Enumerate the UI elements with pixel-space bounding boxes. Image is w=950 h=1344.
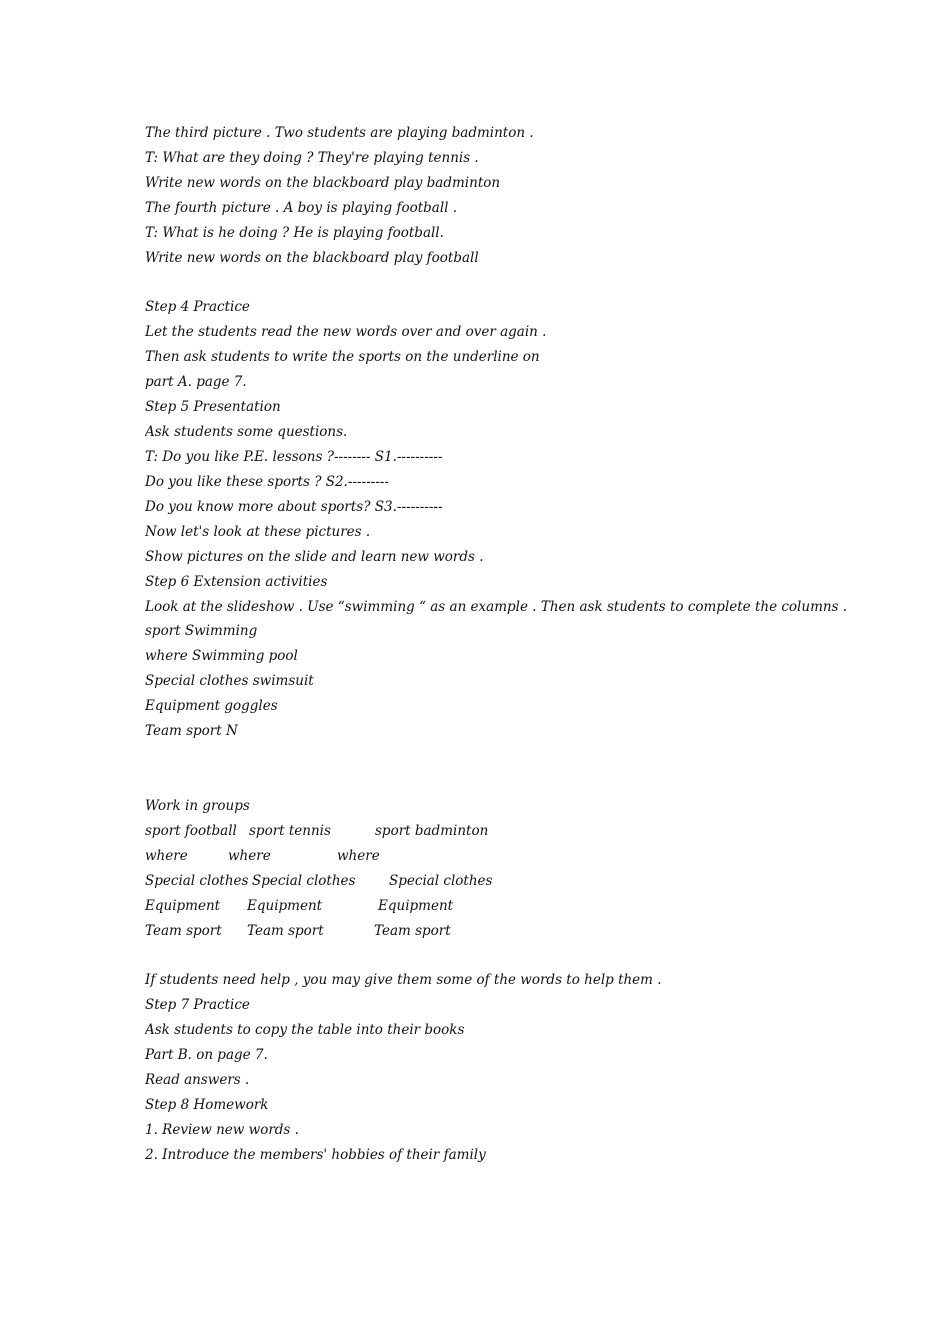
text-line: T: Do you like P.E. lessons ?-------- S1.---------- — [145, 448, 443, 465]
group-work-cell: Team sport — [374, 922, 451, 939]
text-line: Special clothes swimsuit — [145, 673, 314, 690]
group-work-heading: Work in groups — [145, 797, 250, 814]
step-heading: Step 5 Presentation — [145, 399, 281, 416]
step-heading: Step 7 Practice — [145, 997, 250, 1014]
group-work-cell: Equipment — [247, 897, 323, 914]
lesson-plan-text — [145, 121, 865, 1168]
blank-line — [145, 271, 865, 296]
group-work-cell: sport football — [145, 822, 237, 839]
group-work-row — [145, 869, 865, 894]
group-work-cell: where — [228, 847, 271, 864]
text-line: Write new words on the blackboard play badminton — [145, 174, 501, 191]
group-work-cell: Team sport — [145, 922, 222, 939]
group-work-cell: Special clothes — [145, 872, 249, 889]
text-line: Write new words on the blackboard play football — [145, 249, 479, 266]
text-line: Show pictures on the slide and learn new words . — [145, 548, 484, 565]
text-line: Ask students to copy the table into their books — [145, 1022, 465, 1039]
blank-line — [145, 943, 865, 968]
text-line: Part B. on page 7. — [145, 1047, 268, 1064]
text-line: The fourth picture . A boy is playing football . — [145, 199, 458, 216]
text-line: 2. Introduce the members' hobbies of their family — [145, 1146, 486, 1163]
text-line: part A. page 7. — [145, 374, 247, 391]
blank-line — [145, 744, 865, 769]
group-work-cell: where — [145, 847, 188, 864]
step-heading: Step 4 Practice — [145, 299, 250, 316]
step-heading: Step 6 Extension activities — [145, 573, 328, 590]
group-work-cell: Team sport — [247, 922, 324, 939]
text-line: Read answers . — [145, 1072, 250, 1089]
text-line: Let the students read the new words over and over again . — [145, 324, 547, 341]
text-line: Look at the slideshow . Use “swimming “ as an example . Then ask students to complete the columns . — [145, 598, 848, 615]
step-heading: Step 8 Homework — [145, 1096, 269, 1113]
group-work-cell: sport badminton — [375, 822, 489, 839]
group-work-cell: sport tennis — [249, 822, 331, 839]
text-line: Now let's look at these pictures . — [145, 523, 371, 540]
group-work-cell: Special clothes — [389, 872, 493, 889]
text-line: Then ask students to write the sports on the underline on — [145, 349, 540, 366]
text-line: If students need help , you may give them some of the words to help them . — [145, 972, 662, 989]
group-work-row — [145, 919, 865, 944]
text-line: sport Swimming — [145, 623, 258, 640]
text-line: Ask students some questions. — [145, 424, 348, 441]
text-line: Do you like these sports ? S2.--------- — [145, 473, 389, 490]
text-line: The third picture . Two students are playing badminton . — [145, 125, 534, 141]
group-work-cell: Special clothes — [252, 872, 356, 889]
text-line: 1. Review new words . — [145, 1121, 299, 1138]
text-line: Equipment goggles — [145, 698, 278, 715]
text-line: T: What is he doing ? He is playing football. — [145, 224, 444, 241]
group-work-cell: Equipment — [145, 897, 221, 914]
text-line: where Swimming pool — [145, 648, 298, 665]
group-work-cell: where — [337, 847, 380, 864]
group-work-row — [145, 894, 865, 919]
blank-line — [145, 769, 865, 794]
text-line: T: What are they doing ? They're playing tennis . — [145, 149, 479, 166]
text-line: Team sport N — [145, 723, 238, 740]
group-work-cell: Equipment — [378, 897, 454, 914]
group-work-row — [145, 819, 865, 844]
text-line: Do you know more about sports? S3.---------- — [145, 498, 443, 515]
group-work-row — [145, 844, 865, 869]
